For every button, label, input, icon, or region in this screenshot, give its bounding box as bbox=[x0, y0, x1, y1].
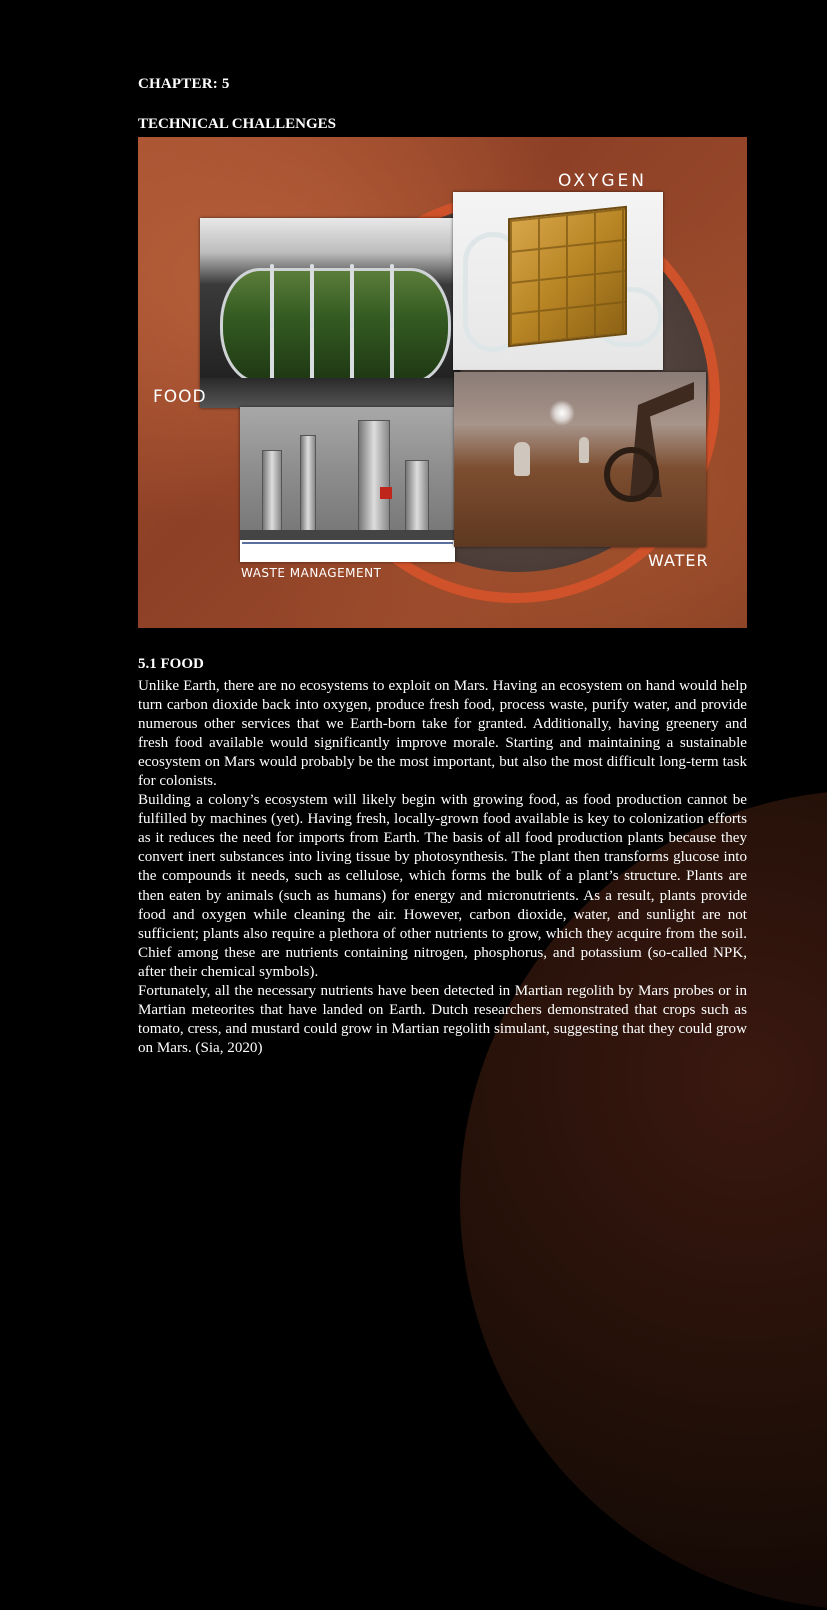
water-drilling-photo bbox=[454, 372, 706, 547]
label-oxygen: OXYGEN bbox=[558, 171, 647, 191]
label-food: FOOD bbox=[153, 387, 207, 407]
paragraph: Fortunately, all the necessary nutrients have been detected in Martian regolith by Mars probes or in Martian meteorites that have landed on Earth. Dutch researchers demonstrated that crops such as tomato, cress, and mustard could grow in Martian regolith simulant, suggesting that they could grow on Mars. (Sia, 2020) bbox=[138, 982, 747, 1056]
label-water: WATER bbox=[648, 551, 709, 570]
chapter-subtitle: TECHNICAL CHALLENGES bbox=[138, 116, 336, 132]
technical-challenges-collage bbox=[138, 137, 747, 628]
chapter-heading: CHAPTER: 5 bbox=[138, 76, 230, 92]
section-title: 5.1 FOOD bbox=[138, 656, 204, 672]
oxygen-device-photo bbox=[453, 192, 663, 370]
paragraph: Building a colony’s ecosystem will likely begin with growing food, as food production cannot be fulfilled by machines (yet). Having fresh, locally-grown food available is key to colonization efforts as it reduces the need for imports from Earth. The basis of all food production plants because they convert inert substances into living tissue by photosynthesis. The plant then transforms glucose into the compounds it needs, such as cellulose, which forms the bulk of a plant’s structure. Plants are then eaten by animals (such as humans) for energy and micronutrients. As a result, plants provide food and oxygen while cleaning the air. However, carbon dioxide, water, and sunlight are not sufficient; plants also require a plethora of other nutrients to grow, which they acquire from the soil. Chief among these are nutrients containing nitrogen, phosphorus, and potassium (so-called NPK, after their chemical symbols). bbox=[138, 792, 747, 980]
food-greenhouse-photo bbox=[200, 218, 460, 408]
section-body bbox=[138, 677, 747, 1058]
waste-management-photo bbox=[240, 407, 455, 562]
label-waste-management: WASTE MANAGEMENT bbox=[241, 566, 382, 580]
paragraph: Unlike Earth, there are no ecosystems to exploit on Mars. Having an ecosystem on hand would help turn carbon dioxide back into oxygen, produce fresh food, process waste, purify water, and provide numerous other services that we Earth-born take for granted. Additionally, having greenery and fresh food available would significantly improve morale. Starting and maintaining a sustainable ecosystem on Mars would probably be the most important, but also the most difficult long-term task for colonists. bbox=[138, 678, 747, 790]
